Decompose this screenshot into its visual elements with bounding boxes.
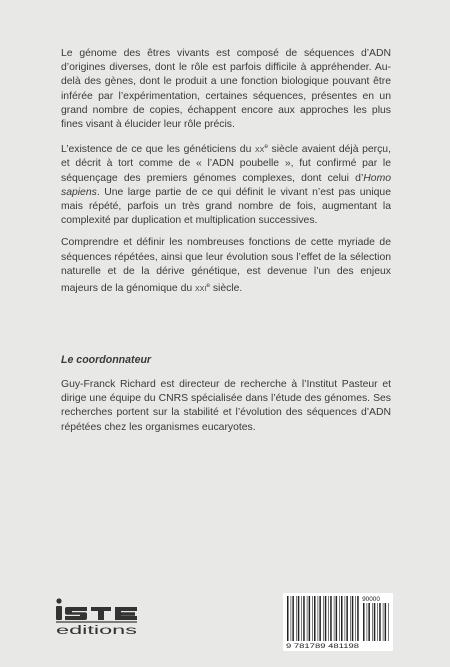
barcode-isbn-number: 9 781789 481198: [286, 643, 360, 650]
description-paragraph-1: Le génome des êtres vivants est composé de séquences d’ADN d’origines diverses, dont le rôle est parfois difficile à appréhender. Au-delà des gènes, dont le produit a une fonction biologique pouvant être inférée par l’expérimentation, certaines séquences, présentes en un grand nombre de copies, échappent encore aux approches les plus fines visant à élucider leur rôle précis.: [61, 48, 391, 131]
isbn-barcode: [283, 593, 393, 651]
description-block: [61, 47, 391, 304]
iste-editions-logo: [55, 598, 147, 638]
logo-bottom-text: editions: [56, 623, 137, 637]
description-paragraph-2: L’existence de ce que les généticiens du $xx^e$ siècle avaient déjà perçu, et décrit à tort comme de « l’ADN poubelle », fut confirmé par le séquençage des premiers génomes complexes, dont celui d’Homo sapiens. Une large partie de ce qui définit le vivant n’est pas unique mais répété, parfois un très grand nombre de fois, augmentant la complexité par duplication et multiplication successives.: [61, 143, 391, 227]
coordinator-heading: Le coordonnateur: [61, 354, 152, 366]
logo-top-text: [56, 598, 137, 620]
barcode-addon-number: 90000: [362, 596, 380, 603]
description-paragraph-3: Comprendre et définir les nombreuses fonctions de cette myriade de séquences répétées, ainsi que leur évolution sous l’effet de la sélection naturelle et de la dérive génétique, est devenue l’un des enjeux majeurs de la génomique du xxi$^e$ siècle.: [61, 237, 391, 295]
coordinator-bio: Guy-Franck Richard est directeur de recherche à l’Institut Pasteur et dirige une équipe du CNRS spécialisée dans l’étude des génomes. Ses recherches portent sur la stabilité et l’évolution des séquences d’ADN répétées chez les organismes eucaryotes.: [61, 379, 391, 433]
